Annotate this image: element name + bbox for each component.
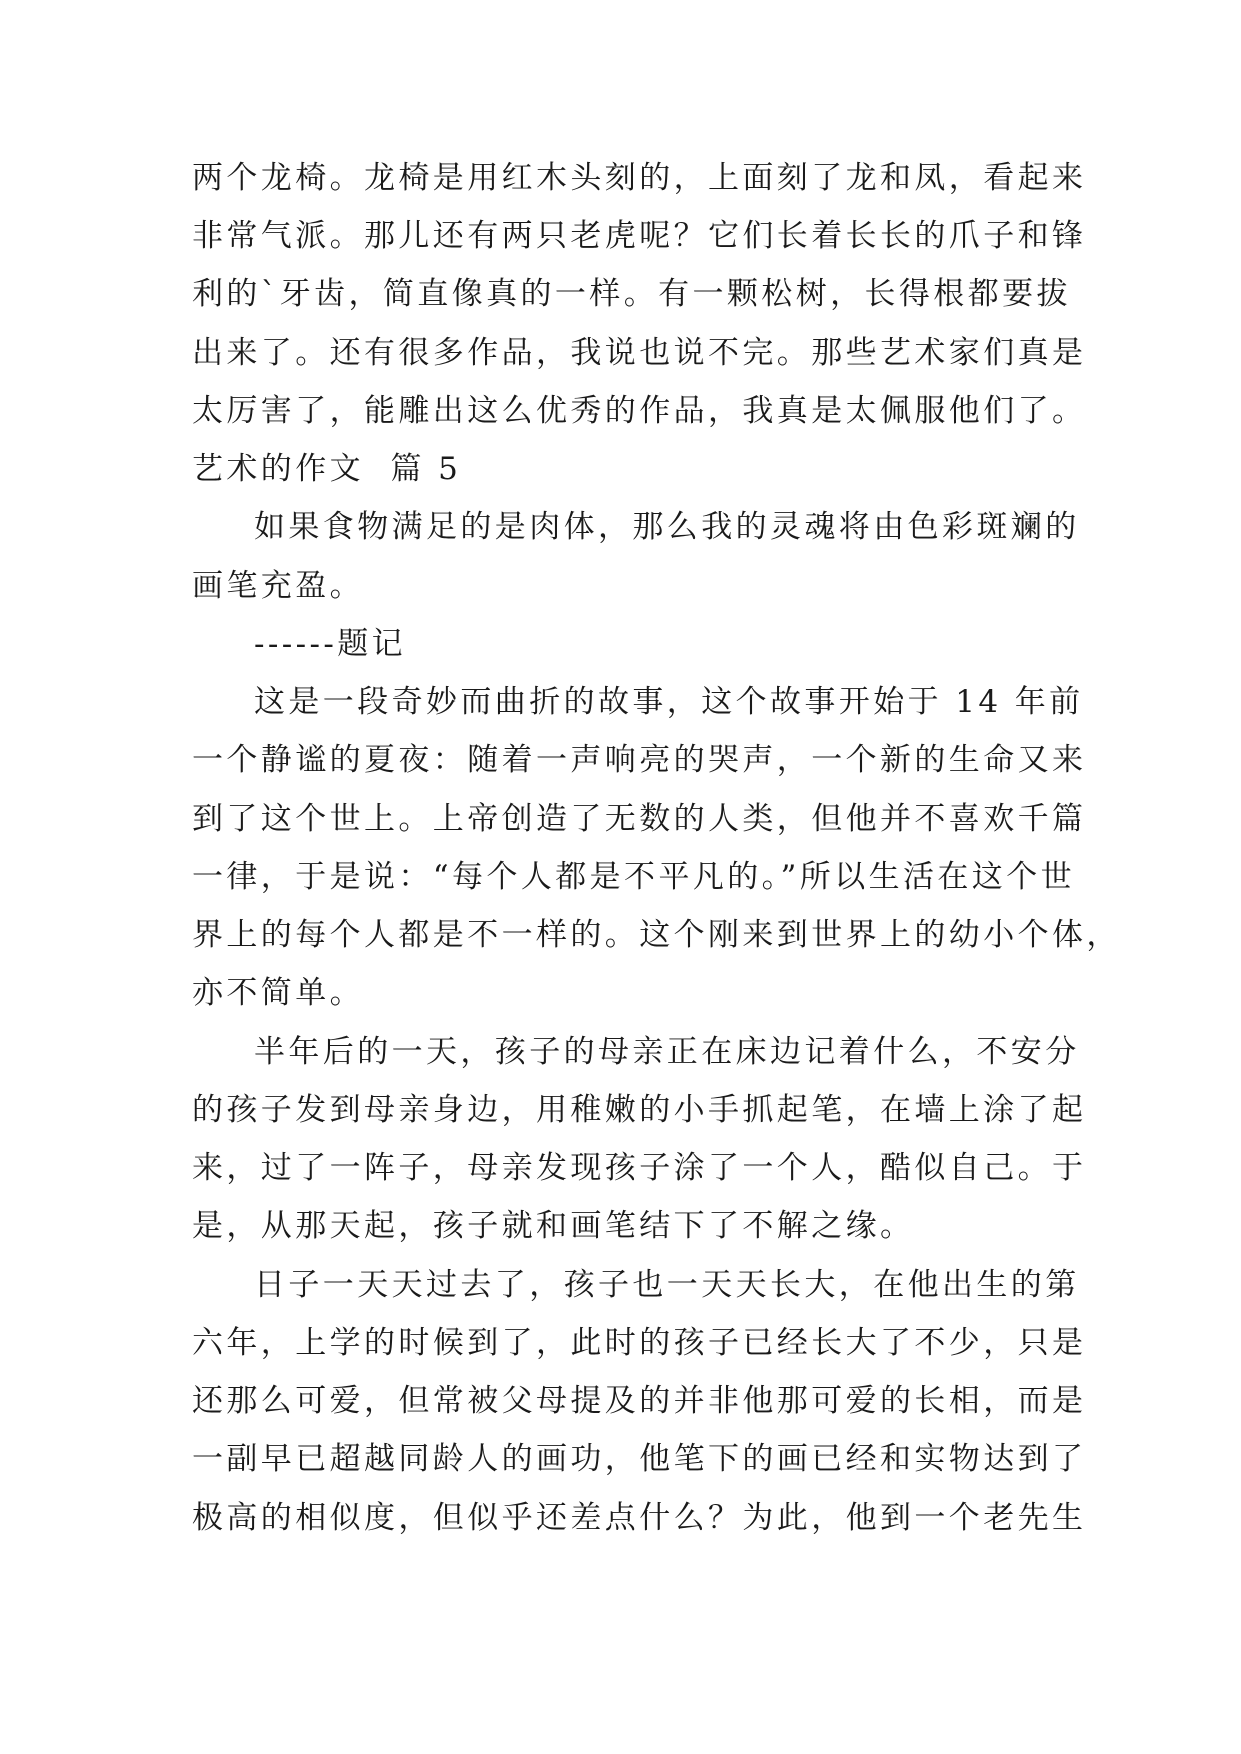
text-line: 六年，上学的时候到了，此时的孩子已经长大了不少，只是 bbox=[192, 1325, 1087, 1361]
text-line: 一个静谧的夏夜：随着一声响亮的哭声，一个新的生命又来 bbox=[192, 742, 1087, 778]
text-line: 的孩子发到母亲身边，用稚嫩的小手抓起笔，在墙上涂了起 bbox=[192, 1092, 1087, 1128]
text-line: 太厉害了，能雕出这么优秀的作品，我真是太佩服他们了。 bbox=[192, 393, 1087, 429]
text-line: 一律，于是说：“每个人都是不平凡的。”所以生活在这个世 bbox=[192, 859, 1075, 895]
section-heading: 艺术的作文 篇 5 bbox=[192, 451, 462, 487]
epigraph-note: ------题记 bbox=[254, 626, 407, 662]
text-line: 极高的相似度，但似乎还差点什么？为此，他到一个老先生 bbox=[192, 1500, 1087, 1536]
text-line: 一副早已超越同龄人的画功，他笔下的画已经和实物达到了 bbox=[192, 1441, 1087, 1477]
text-line: 两个龙椅。龙椅是用红木头刻的，上面刻了龙和凤，看起来 bbox=[192, 160, 1087, 196]
text-line: 界上的每个人都是不一样的。这个刚来到世界上的幼小个体， bbox=[192, 917, 1121, 953]
text-line: 是，从那天起，孩子就和画笔结下了不解之缘。 bbox=[192, 1208, 915, 1244]
text-line: 到了这个世上。上帝创造了无数的人类，但他并不喜欢千篇 bbox=[192, 801, 1087, 837]
text-line: 日子一天天过去了，孩子也一天天长大，在他出生的第 bbox=[254, 1267, 1080, 1303]
text-line: 如果食物满足的是肉体，那么我的灵魂将由色彩斑斓的 bbox=[254, 509, 1080, 545]
text-line: 来，过了一阵子，母亲发现孩子涂了一个人，酷似自己。于 bbox=[192, 1150, 1087, 1186]
text-line: 这是一段奇妙而曲折的故事，这个故事开始于 14 年前 bbox=[254, 684, 1084, 720]
text-line: 非常气派。那儿还有两只老虎呢？它们长着长长的爪子和锋 bbox=[192, 218, 1087, 254]
text-line: 出来了。还有很多作品，我说也说不完。那些艺术家们真是 bbox=[192, 335, 1087, 371]
text-line: 利的`牙齿，简直像真的一样。有一颗松树，长得根都要拔 bbox=[192, 276, 1071, 312]
text-line: 半年后的一天，孩子的母亲正在床边记着什么，不安分 bbox=[254, 1034, 1080, 1070]
text-line: 画笔充盈。 bbox=[192, 568, 364, 604]
text-line: 亦不简单。 bbox=[192, 975, 364, 1011]
text-line: 还那么可爱，但常被父母提及的并非他那可爱的长相，而是 bbox=[192, 1383, 1087, 1419]
